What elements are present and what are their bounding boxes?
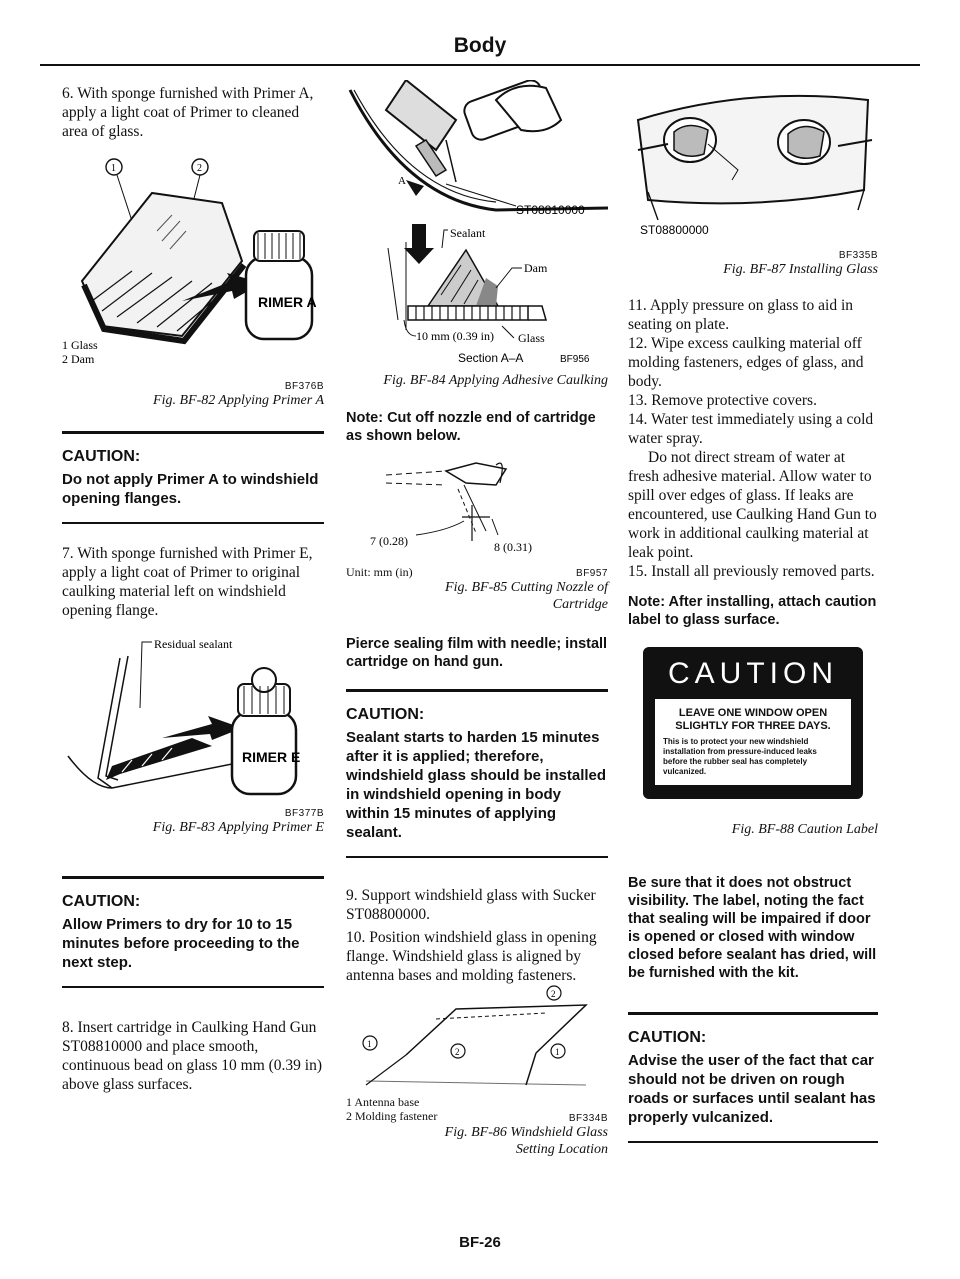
step-item: 11. Apply pressure on glass to aid in seating on plate. — [628, 297, 854, 333]
step-item: 13. Remove protective covers. — [628, 392, 817, 409]
caution-text: Allow Primers to dry for 10 to 15 minutes before proceeding to the next step. — [62, 916, 300, 971]
column-2 — [346, 80, 608, 1158]
bottle-label-e: RIMER E — [242, 749, 301, 765]
bottle-label: RIMER A — [258, 294, 317, 310]
figure-bf84 — [346, 80, 608, 366]
figure-bf86 — [346, 985, 608, 1095]
caution-label-line2: This is to protect your new windshield installation from pressure-induced leaks before the rubber seal has completely vulcanized. — [663, 737, 817, 776]
fig83-caption: Fig. BF-83 Applying Primer E — [152, 820, 324, 835]
installing-glass-illustration — [628, 80, 878, 240]
note-cut-nozzle: Note: Cut off nozzle end of cartridge as shown below. — [346, 410, 596, 444]
steps-11-14 — [628, 296, 878, 448]
figure-bf83 — [62, 628, 324, 808]
step-item: 12. Wipe excess caulking material off molding fasteners, edges of glass, and body. — [628, 335, 864, 390]
unit-label: Unit: mm (in) — [346, 565, 413, 579]
fig86-caption: Fig. BF-86 Windshield Glass Setting Location — [444, 1125, 608, 1157]
fig84-caption: Fig. BF-84 Applying Adhesive Caulking — [383, 373, 608, 388]
fig86-code: BF334B — [568, 1113, 608, 1124]
water-test-paragraph: Do not direct stream of water at fresh adhesive material. Allow water to spill over edges of glass. If leaks are encountered, use Caulking Hand Gun to work in additional caulking material at leak point. — [628, 449, 877, 561]
figure-bf85 — [346, 455, 608, 565]
note-caution-label: Note: After installing, attach caution label to glass surface. — [628, 594, 877, 628]
figure-bf82 — [62, 151, 324, 381]
nozzle-illustration — [346, 455, 608, 565]
caution-title: CAUTION: — [62, 893, 141, 910]
legend-dam: 2 Dam — [62, 352, 95, 366]
callout-left-1: 1 — [367, 1039, 372, 1049]
header-rule — [40, 64, 920, 66]
step-7: 7. With sponge furnished with Primer E, apply a light coat of Primer to original caulking material left on windshield opening flange. — [62, 545, 313, 619]
callout-top-2: 2 — [551, 989, 556, 999]
column-3 — [628, 80, 878, 1143]
dim-8: 8 (0.31) — [494, 540, 532, 554]
fig82-caption: Fig. BF-82 Applying Primer A — [153, 393, 324, 408]
fig85-caption: Fig. BF-85 Cutting Nozzle of Cartridge — [445, 580, 608, 612]
residual-sealant-label: Residual sealant — [154, 637, 233, 651]
caution-label-head: CAUTION — [668, 657, 838, 690]
callout-right-1: 1 — [555, 1047, 560, 1057]
caution-text: Do not apply Primer A to windshield opening flanges. — [62, 471, 319, 507]
caution-1 — [62, 431, 324, 524]
fig85-meta — [346, 565, 608, 579]
fig84-code: BF956 — [560, 354, 590, 365]
fig82-code: BF376B — [284, 381, 324, 392]
section-label: Section A–A — [458, 351, 524, 365]
figure-bf87 — [628, 80, 878, 240]
section-a-mark: A — [398, 175, 406, 187]
caution-label-body — [655, 699, 851, 785]
legend-antenna: 1 Antenna base — [346, 1095, 420, 1109]
glass-label: Glass — [518, 331, 545, 345]
caution-4 — [628, 1012, 878, 1143]
primer-a-illustration — [62, 151, 324, 381]
dam-label: Dam — [524, 261, 548, 275]
step-6: 6. With sponge furnished with Primer A, apply a light coat of Primer to cleaned area of glass. — [62, 85, 314, 140]
step-10: 10. Position windshield glass in opening flange. Windshield glass is aligned by antenna bases and molding fasteners. — [346, 929, 597, 984]
caution-title: CAUTION: — [346, 706, 425, 723]
primer-e-illustration — [62, 628, 324, 808]
step-9: 9. Support windshield glass with Sucker ST08800000. — [346, 887, 596, 923]
caution-2 — [62, 876, 324, 988]
pierce-instruction: Pierce sealing film with needle; install cartridge on hand gun. — [346, 636, 608, 670]
dimension-label: 10 mm (0.39 in) — [416, 329, 494, 343]
callout-1: 1 — [111, 163, 116, 174]
legend-molding: 2 Molding fastener — [346, 1109, 438, 1123]
page-header: Body — [453, 34, 507, 57]
caution-label-image — [643, 647, 863, 799]
legend-glass: 1 Glass — [62, 338, 98, 352]
fig83-code: BF377B — [284, 808, 324, 819]
caution-text: Sealant starts to harden 15 minutes after it is applied; therefore, windshield glass should be installed in windshield opening in body within 15 minutes of applying sealant. — [346, 729, 607, 841]
caution-title: CAUTION: — [628, 1029, 707, 1046]
step-8: 8. Insert cartridge in Caulking Hand Gun ST08810000 and place smooth, continuous bead on glass 10 mm (0.39 in) above glass surfaces. — [62, 1019, 323, 1093]
step-15: 15. Install all previously removed parts. — [628, 563, 875, 580]
fig88-caption: Fig. BF-88 Caution Label — [731, 822, 878, 837]
dim-7: 7 (0.28) — [370, 534, 408, 548]
fig86-meta — [346, 1109, 608, 1124]
fig87-caption: Fig. BF-87 Installing Glass — [723, 262, 878, 277]
callout-2: 2 — [197, 163, 202, 174]
callout-mid-2: 2 — [455, 1047, 460, 1057]
windshield-setting-illustration — [346, 985, 608, 1095]
adhesive-caulking-illustration — [346, 80, 608, 366]
step-item: 14. Water test immediately using a cold water spray. — [628, 411, 874, 447]
fig85-code: BF957 — [576, 568, 608, 579]
caution-text: Advise the user of the fact that car should not be driven on rough roads or surfaces until sealant has properly vulcanized. — [628, 1052, 876, 1126]
sucker-tool-number: ST08800000 — [640, 223, 709, 237]
column-1 — [62, 84, 324, 1094]
caution-title: CAUTION: — [62, 448, 141, 465]
sealant-label: Sealant — [450, 226, 486, 240]
visibility-paragraph: Be sure that it does not obstruct visibility. The label, noting the fact that sealing will be impaired if door is opened or closed with window closed before sealant has dried, will be furnished with the kit. — [628, 875, 877, 981]
fig87-code: BF335B — [838, 250, 878, 261]
caution-3 — [346, 689, 608, 858]
tool-number: ST08810000 — [516, 203, 585, 217]
caution-label-line1: LEAVE ONE WINDOW OPEN SLIGHTLY FOR THREE DAYS. — [675, 707, 831, 732]
page-number: BF-26 — [459, 1234, 501, 1251]
